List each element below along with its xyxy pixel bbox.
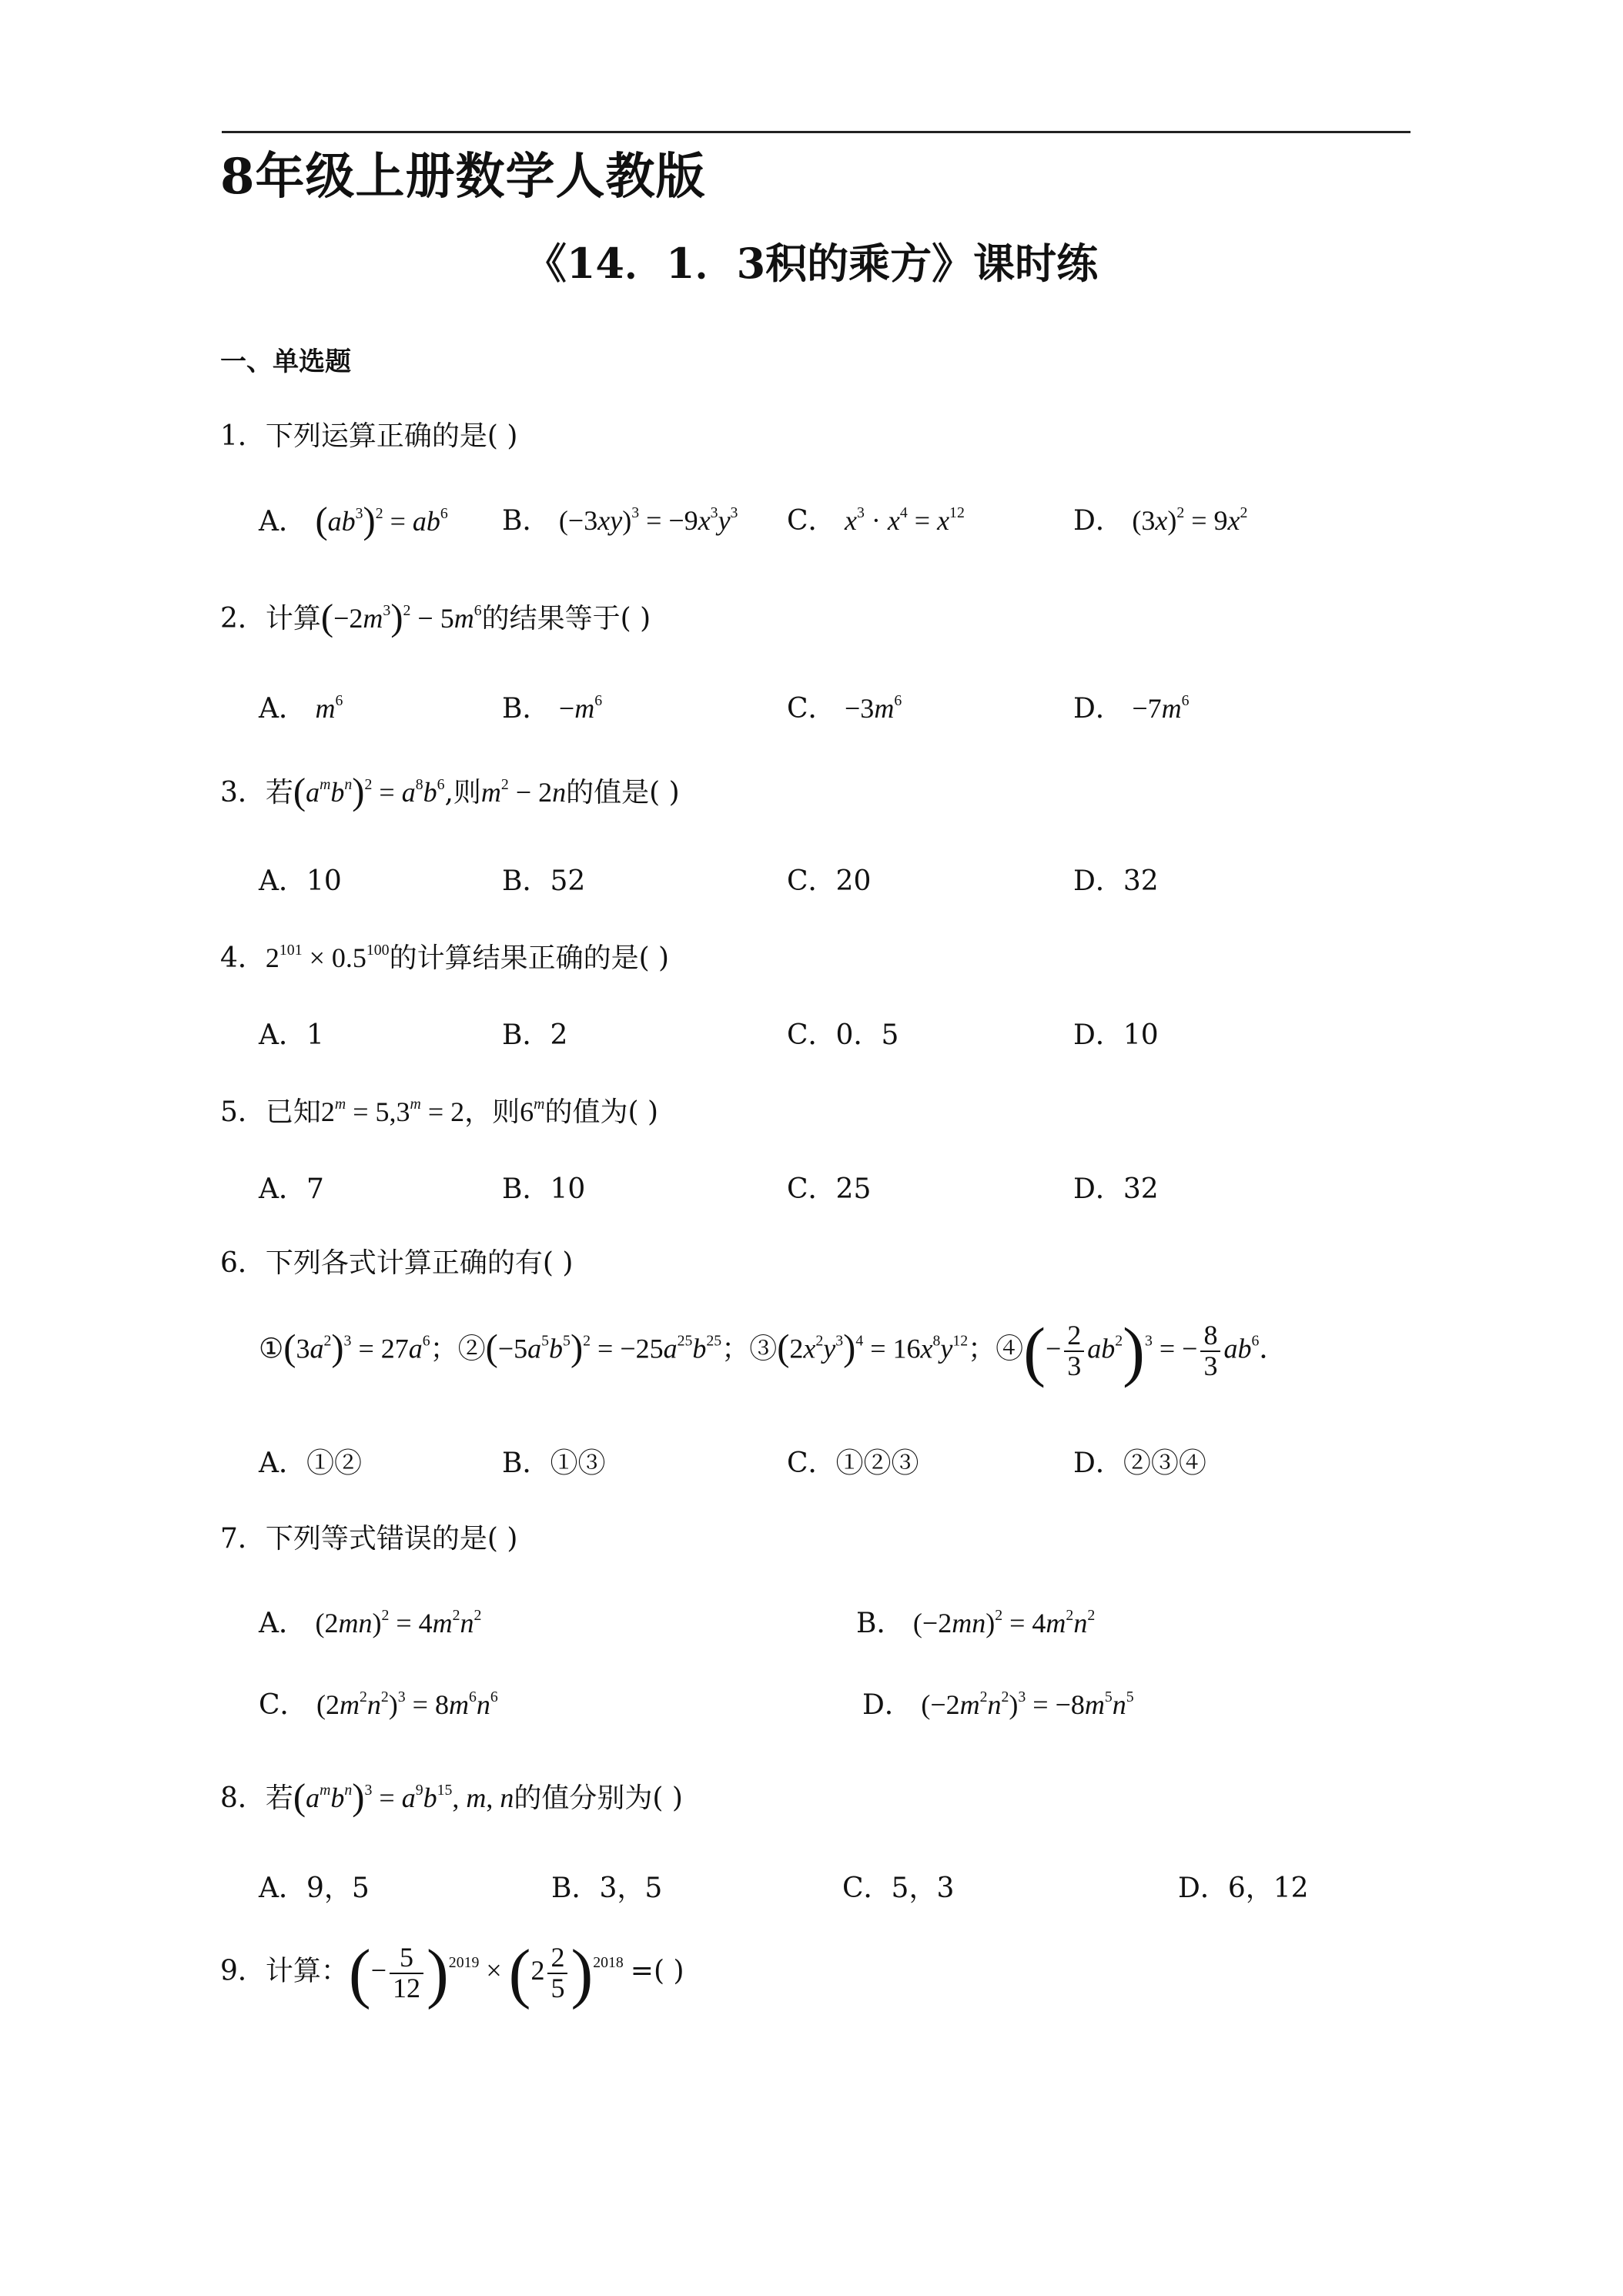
header-rule <box>222 131 1411 133</box>
option-6c[interactable]: C．①②③ <box>787 1448 919 1479</box>
option-3b[interactable]: B．52 <box>502 865 586 897</box>
question-5: 5．已知$2^m = 5,3^m = 2$，则6$^m$的值为( ) <box>220 1096 658 1128</box>
option-6d[interactable]: D．②③④ <box>1073 1448 1206 1479</box>
formula: $(-2m^3)^2 - 5m^6$ <box>320 597 482 638</box>
option-1d[interactable]: D． $(3x)^2 = 9x^2$ <box>1073 504 1248 537</box>
question-3: 3．若$(a^mb^n)^2 = a^8b^6$,则$m^2 - 2n$的值是( ) <box>220 771 680 812</box>
question-2: 2．计算$(-2m^3)^2 - 5m^6$的结果等于( ) <box>220 597 651 638</box>
main-title: 《14．1．3积的乘方》课时练 <box>524 239 1099 288</box>
formula: $(-2mn)^2 = 4m^2n^2$ <box>912 1607 1096 1638</box>
formula: $2^m = 5,3^m = 2$ <box>320 1096 465 1127</box>
formula: $-m^6$ <box>558 692 603 724</box>
formula: $m^2 - 2n$ <box>480 776 567 808</box>
formula: $-3m^6$ <box>845 692 902 724</box>
formula: $(a^mb^n)^2 = a^8b^6$ <box>293 771 445 812</box>
option-5a[interactable]: A．7 <box>259 1173 324 1205</box>
formula: (− $\frac{5}{12}$ )$^{2019}$ × (2 $\frac{2}{5}$ )$^{2018}$ <box>348 1936 624 2010</box>
option-8d[interactable]: D．6，12 <box>1178 1873 1309 1904</box>
option-4b[interactable]: B．2 <box>502 1019 568 1051</box>
question-stem: 下列运算正确的是( ) <box>265 420 518 452</box>
option-2a[interactable]: A． $m^6$ <box>259 692 343 725</box>
section-heading: 一、单选题 <box>220 346 351 377</box>
formula: $(ab^3)^2 = ab^6$ <box>315 500 448 541</box>
option-2b[interactable]: B． $-m^6$ <box>502 692 603 725</box>
formula: $x^3 \cdot x^4 = x^{12}$ <box>845 504 965 536</box>
option-2c[interactable]: C． $-3m^6$ <box>787 692 902 725</box>
option-4d[interactable]: D．10 <box>1073 1019 1159 1051</box>
formula: $-7m^6$ <box>1132 692 1190 724</box>
formula: 6$^m$ <box>520 1096 545 1127</box>
formula: $(a^mb^n)^3 = a^9b^{15}$, m, n <box>293 1776 514 1818</box>
question-4: 4．$2^{101} \times 0.5^{100}$的计算结果正确的是( ) <box>220 942 670 974</box>
option-5b[interactable]: B．10 <box>502 1173 586 1205</box>
formula: $(3x)^2 = 9x^2$ <box>1132 504 1248 536</box>
option-7b[interactable]: B． $(-2mn)^2 = 4m^2n^2$ <box>856 1607 1096 1639</box>
option-8c[interactable]: C．5，3 <box>842 1873 955 1904</box>
option-1c[interactable]: C． $x^3 \cdot x^4 = x^{12}$ <box>787 504 965 537</box>
option-8a[interactable]: A．9，5 <box>259 1873 370 1904</box>
option-6b[interactable]: B．①③ <box>502 1448 606 1479</box>
formula: $(-2m^2n^2)^3 = -8m^5n^5$ <box>921 1689 1134 1720</box>
option-5d[interactable]: D．32 <box>1073 1173 1159 1205</box>
question-9: 9．计算：(− $\frac{5}{12}$ )$^{2019}$ × (2 $\frac{2}{5}$ )$^{2018}$ =( ) <box>220 1936 684 2010</box>
formula: $2^{101} \times 0.5^{100}$ <box>265 942 390 973</box>
question-1 <box>220 414 517 454</box>
option-2d[interactable]: D． $-7m^6$ <box>1073 692 1190 725</box>
option-8b[interactable]: B．3，5 <box>551 1873 663 1904</box>
option-3a[interactable]: A．10 <box>259 865 342 897</box>
formula: $(-3xy)^3 = -9x^3y^3$ <box>558 504 738 536</box>
option-5c[interactable]: C．25 <box>787 1173 872 1205</box>
option-3d[interactable]: D．32 <box>1073 865 1159 897</box>
option-6a[interactable]: A．①② <box>259 1448 362 1479</box>
question-7: 7．下列等式错误的是( ) <box>220 1523 518 1555</box>
option-4c[interactable]: C．0．5 <box>787 1019 899 1051</box>
option-7d[interactable]: D． $(-2m^2n^2)^3 = -8m^5n^5$ <box>862 1689 1134 1721</box>
option-7a[interactable]: A． $(2mn)^2 = 4m^2n^2$ <box>259 1607 482 1639</box>
question-6-expressions: $①(3a^2)^3 = 27a^6$；$②(-5a^5b^5)^2 = -25a^{25}b^{25}$；$③(2x^2y^3)^4 = 16x^8y^{12}$；④(− $\frac{2}{3}$ $ab^2)^3$ = − $\frac{8}{3}$ $ab^6$． <box>259 1314 1287 1388</box>
formula: $(2m^2n^2)^3 = 8m^6n^6$ <box>316 1689 498 1720</box>
option-1a[interactable]: A． $(ab^3)^2 = ab^6$ <box>259 500 448 541</box>
option-4a[interactable]: A．1 <box>259 1019 324 1051</box>
option-7c[interactable]: C． $(2m^2n^2)^3 = 8m^6n^6$ <box>259 1689 498 1721</box>
option-3c[interactable]: C．20 <box>787 865 872 897</box>
formula: $m^6$ <box>315 692 343 724</box>
option-1b[interactable]: B． $(-3xy)^3 = -9x^3y^3$ <box>502 504 738 537</box>
question-8: 8．若$(a^mb^n)^3 = a^9b^{15}$, m, n的值分别为( ) <box>220 1776 683 1818</box>
question-number: 1． <box>220 420 266 452</box>
formula: $(2mn)^2 = 4m^2n^2$ <box>315 1607 482 1638</box>
grade-title: 8年级上册数学人教版 <box>220 148 706 206</box>
question-6: 6．下列各式计算正确的有( ) <box>220 1247 574 1279</box>
